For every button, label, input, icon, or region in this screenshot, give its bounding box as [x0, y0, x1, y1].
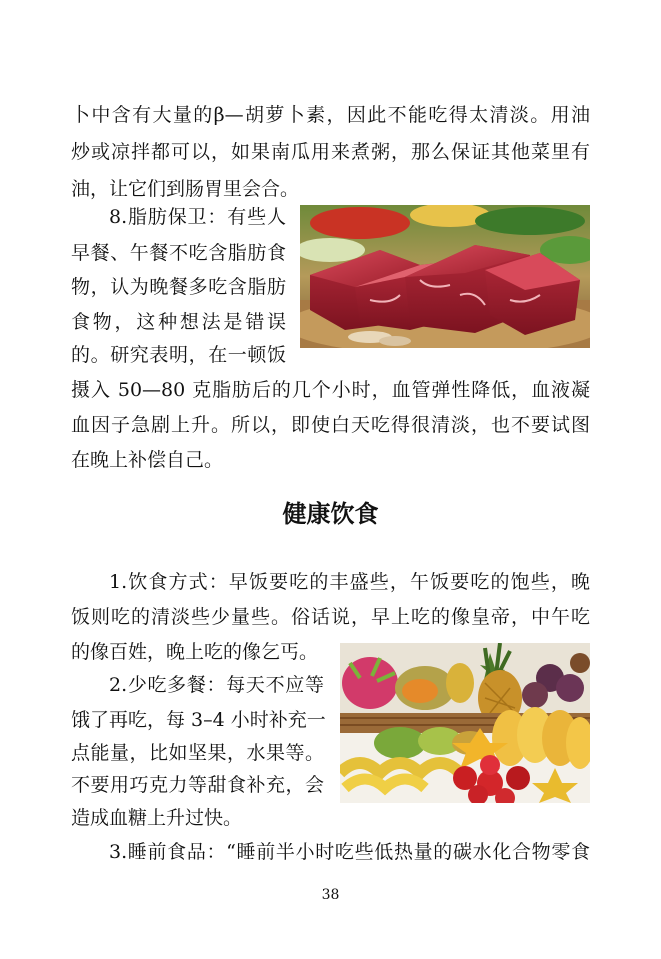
- paragraph-line: 饭则吃的清淡些少量些。俗话说，早上吃的像皇帝，中午吃: [71, 606, 590, 628]
- paragraph-line: 在晚上补偿自己。: [71, 449, 224, 471]
- paragraph-line: 物，认为晚餐多吃含脂肪: [71, 276, 286, 298]
- paragraph-line: 的。研究表明，在一顿饭: [71, 344, 286, 366]
- page-number: 38: [321, 887, 340, 903]
- paragraph-line: 的像百姓，晚上吃的像乞丐。: [71, 641, 319, 663]
- paragraph-line: 造成血糖上升过快。: [71, 807, 243, 829]
- meat-photo: [300, 205, 590, 348]
- paragraph-line: 不要用巧克力等甜食补充，会: [71, 774, 324, 796]
- paragraph-line: 油，让它们到肠胃里会合。: [71, 178, 300, 200]
- paragraph-line: 卜中含有大量的β—胡萝卜素，因此不能吃得太清淡。用油: [71, 104, 590, 126]
- section-heading: 健康饮食: [282, 499, 379, 528]
- paragraph-line: 2.少吃多餐：每天不应等: [109, 674, 324, 696]
- paragraph-line: 1.饮食方式：早饭要吃的丰盛些，午饭要吃的饱些，晚: [109, 571, 590, 593]
- paragraph-line: 炒或凉拌都可以，如果南瓜用来煮粥，那么保证其他菜里有: [71, 141, 590, 163]
- paragraph-line: 血因子急剧上升。所以，即使白天吃得很清淡，也不要试图: [71, 414, 590, 436]
- paragraph-line: 摄入 50—80 克脂肪后的几个小时，血管弹性降低，血液凝: [71, 379, 590, 401]
- paragraph-line: 点能量，比如坚果，水果等。: [71, 742, 324, 764]
- paragraph-line: 饿了再吃，每 3–4 小时补充一: [71, 709, 326, 731]
- paragraph-line: 早餐、午餐不吃含脂肪食: [71, 242, 286, 264]
- fruit-photo: [340, 643, 590, 803]
- paragraph-line: 3.睡前食品：“睡前半小时吃些低热量的碳水化合物零食: [109, 841, 590, 863]
- paragraph-line: 8.脂肪保卫：有些人: [109, 206, 286, 228]
- paragraph-line: 食物，这种想法是错误: [71, 311, 286, 333]
